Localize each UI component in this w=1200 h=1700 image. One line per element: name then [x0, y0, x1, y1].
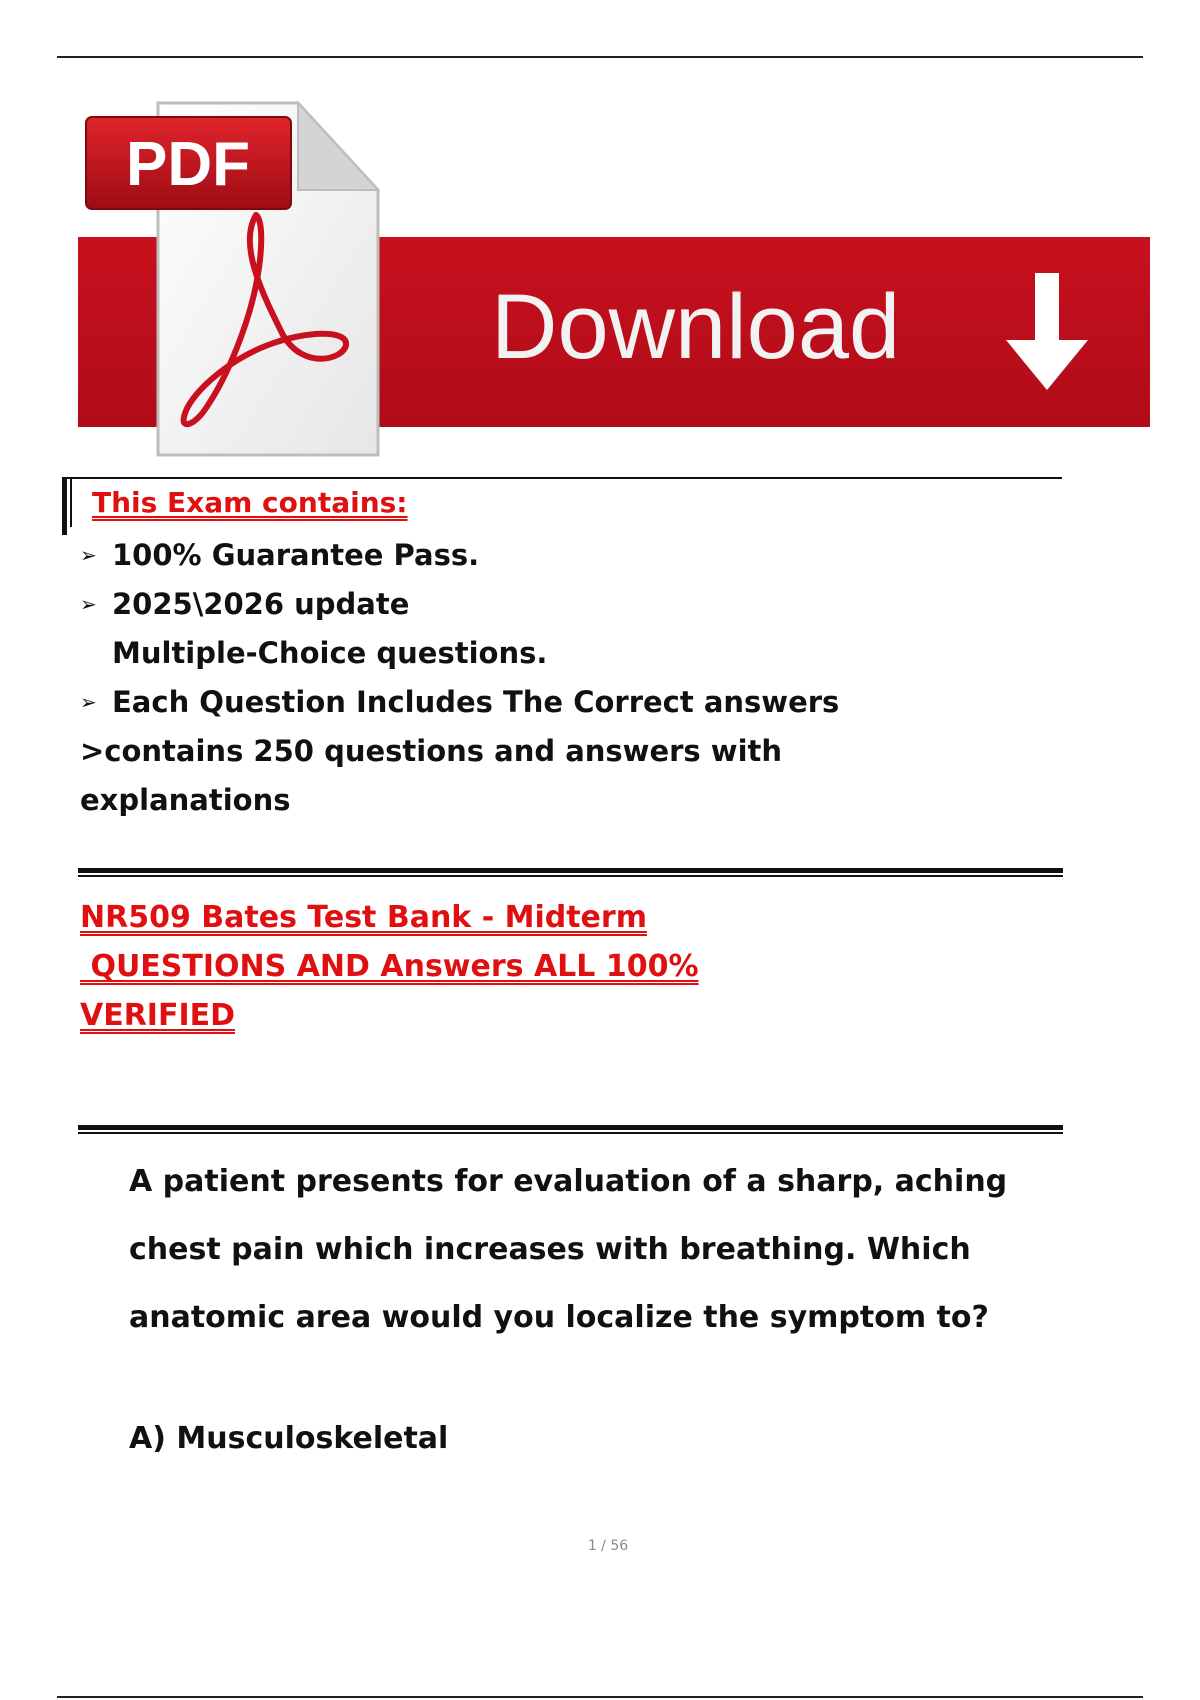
list-item: ➢ 2025\2026 update	[80, 587, 410, 621]
extra-line: explanations	[80, 783, 291, 817]
list-item-continuation: Multiple-Choice questions.	[112, 636, 548, 670]
page-indicator: 1 / 56	[587, 1538, 629, 1554]
pdf-label: PDF	[126, 130, 250, 199]
pdf-download-banner[interactable]	[78, 95, 1150, 465]
arrow-bullet-icon: ➢	[80, 543, 97, 567]
bottom-rule	[57, 1696, 1143, 1698]
list-item: ➢ 100% Guarantee Pass.	[80, 538, 480, 572]
exam-contains-title: This Exam contains:	[92, 486, 408, 519]
answer-option-a: A) Musculoskeletal	[129, 1421, 449, 1456]
question-text: A patient presents for evaluation of a sharp, aching chest pain which increases with breathing. Which anatomic area would you localize the symptom to?	[129, 1164, 1008, 1335]
arrow-bullet-icon: ➢	[80, 592, 97, 616]
list-item: ➢ Each Question Includes The Correct answers	[80, 685, 840, 719]
arrow-bullet-icon: ➢	[80, 690, 97, 714]
top-rule	[57, 56, 1143, 58]
test-bank-title-line-1: NR509 Bates Test Bank - Midterm	[80, 900, 647, 935]
test-bank-title-line-3: VERIFIED	[80, 998, 236, 1033]
extra-line: >contains 250 questions and answers with	[80, 734, 783, 768]
section-divider	[78, 868, 1063, 877]
section-divider	[78, 1125, 1063, 1134]
download-label: Download	[491, 276, 901, 378]
pdf-label-tab	[86, 117, 291, 209]
test-bank-title-line-2: QUESTIONS AND Answers ALL 100%	[80, 949, 699, 984]
